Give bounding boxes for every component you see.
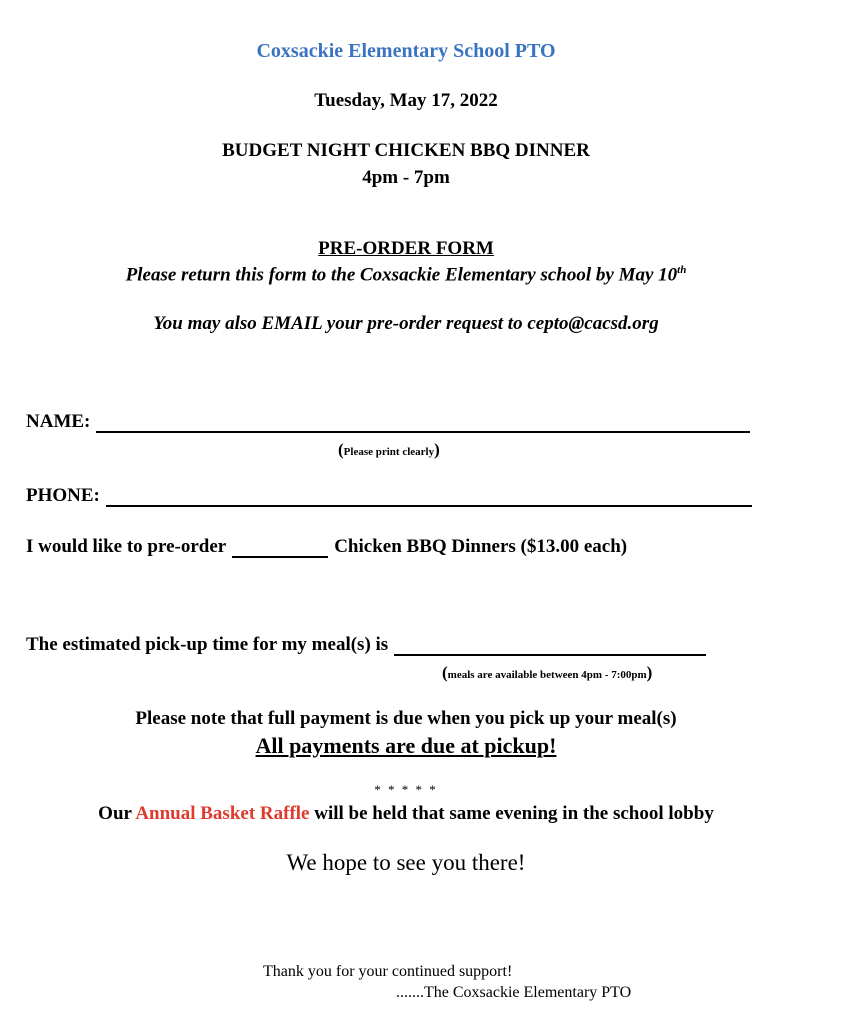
quantity-field-line[interactable] [232,538,328,558]
closing-message: We hope to see you there! [286,850,526,875]
pickup-hint: (meals are available between 4pm - 7:00pm) [442,663,653,682]
payment-note: Please note that full payment is due when you pick up your meal(s) [135,708,677,729]
name-field-line[interactable] [96,413,750,433]
order-suffix: Chicken BBQ Dinners ($13.00 each) [334,536,628,557]
phone-row [26,485,752,507]
separator-stars: * * * * * [374,782,438,797]
signature-line: .......The Coxsackie Elementary PTO [396,984,632,1001]
phone-label: PHONE: [26,485,100,506]
name-row [26,411,750,433]
pickup-field-line[interactable] [394,636,706,656]
phone-field-line[interactable] [106,487,752,507]
order-row [26,536,627,558]
thanks-line: Thank you for your continued support! [263,963,513,980]
return-text: Please return this form to the Coxsackie Elementary school by May 10 [125,264,678,286]
return-instructions [0,264,812,286]
pickup-label: The estimated pick-up time for my meal(s) is [26,634,389,655]
event-date: Tuesday, May 17, 2022 [314,90,498,111]
order-prefix: I would like to pre-order [26,536,227,557]
form-title: PRE-ORDER FORM [318,238,494,259]
return-superscript: th [677,264,687,276]
name-label: NAME: [26,411,91,432]
org-title: Coxsackie Elementary School PTO [256,40,556,62]
pickup-row [26,634,706,656]
raffle-highlight: Annual Basket Raffle [135,803,310,824]
name-hint: (Please print clearly) [338,440,440,459]
email-instructions: You may also EMAIL your pre-order request to cepto@cacsd.org [153,313,659,334]
payment-due-notice: All payments are due at pickup! [255,733,557,758]
event-title: BUDGET NIGHT CHICKEN BBQ DINNER [222,140,590,161]
raffle-notice: Our Annual Basket Raffle will be held that same evening in the school lobby [98,803,714,824]
event-time: 4pm - 7pm [362,167,450,188]
